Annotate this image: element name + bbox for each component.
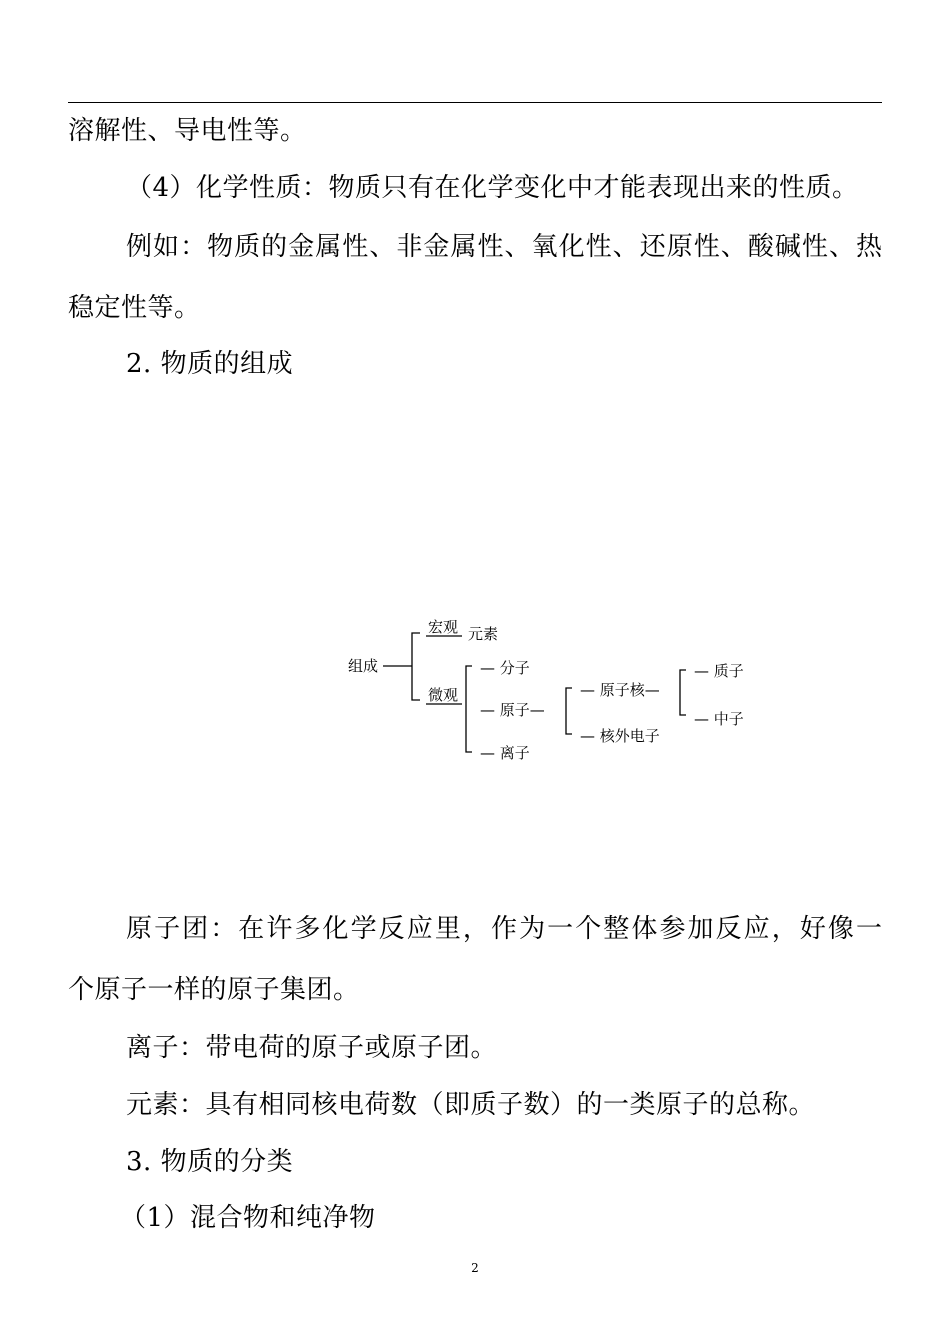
diagram-nucleus-label: — 原子核— bbox=[580, 681, 660, 699]
diagram-bracket bbox=[680, 670, 686, 715]
paragraph-line: 原子团：在许多化学反应里，作为一个整体参加反应，好像一 bbox=[126, 914, 882, 944]
diagram-root-label: 组成 bbox=[348, 657, 379, 675]
header-rule bbox=[68, 102, 882, 103]
diagram-bracket bbox=[566, 688, 572, 734]
diagram-macro-label: 宏观 bbox=[428, 618, 459, 636]
diagram-bracket bbox=[412, 633, 420, 700]
diagram-neutron-label: — 中子 bbox=[694, 710, 744, 728]
paragraph-line: 元素：具有相同核电荷数（即质子数）的一类原子的总称。 bbox=[126, 1090, 816, 1120]
diagram-proton-label: — 质子 bbox=[694, 662, 744, 680]
diagram-element-label: 元素 bbox=[468, 625, 499, 643]
diagram-molecule-label: — 分子 bbox=[480, 659, 530, 677]
diagram-bracket bbox=[466, 666, 472, 752]
page-number: 2 bbox=[471, 1261, 479, 1275]
section-heading: 3. 物质的分类 bbox=[126, 1147, 294, 1177]
paragraph-line: 个原子一样的原子集团。 bbox=[68, 975, 360, 1005]
subsection-heading: （1）混合物和纯净物 bbox=[120, 1203, 376, 1233]
paragraph-line: 离子：带电荷的原子或原子团。 bbox=[126, 1033, 498, 1063]
paragraph-line: 例如：物质的金属性、非金属性、氧化性、还原性、酸碱性、热 bbox=[126, 232, 882, 262]
diagram-electron-label: — 核外电子 bbox=[580, 727, 660, 745]
paragraph-line: 稳定性等。 bbox=[68, 293, 201, 323]
paragraph-line: 溶解性、导电性等。 bbox=[68, 116, 307, 146]
diagram-micro-label: 微观 bbox=[428, 686, 459, 704]
diagram-atom-label: — 原子— bbox=[480, 701, 545, 719]
diagram-ion-label: — 离子 bbox=[480, 744, 530, 762]
paragraph-line: （4）化学性质：物质只有在化学变化中才能表现出来的性质。 bbox=[126, 173, 859, 203]
section-heading: 2. 物质的组成 bbox=[126, 349, 294, 379]
